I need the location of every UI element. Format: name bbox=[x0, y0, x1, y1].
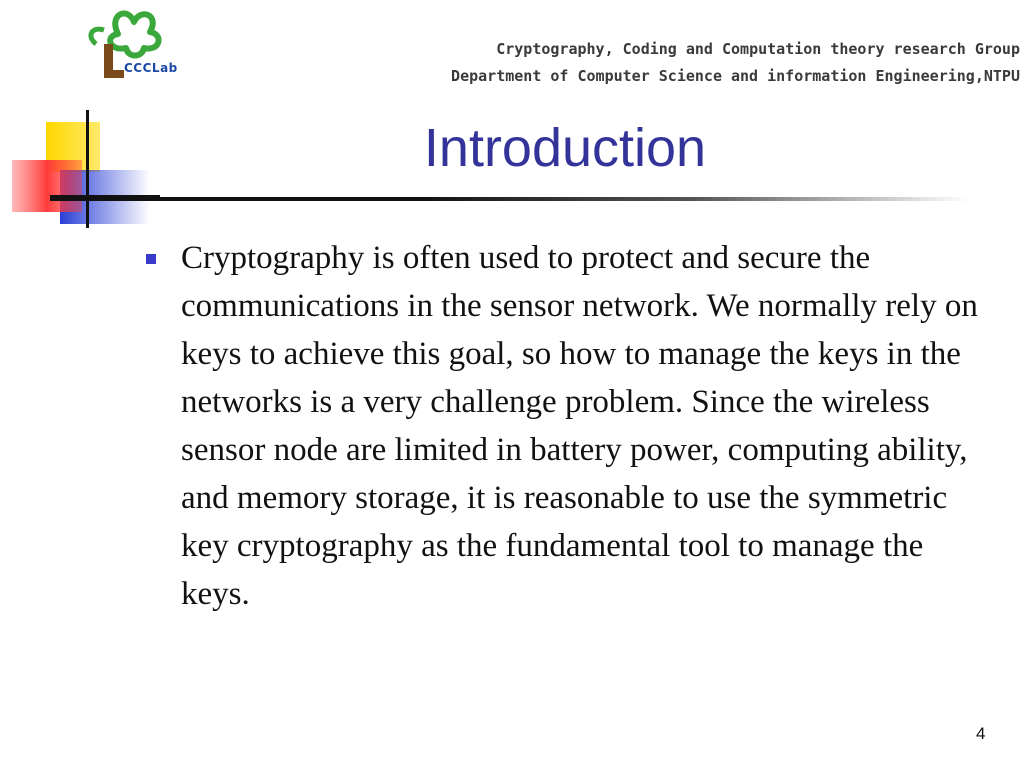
bullet-item bbox=[146, 234, 996, 618]
header-department: Department of Computer Science and information Engineering,NTPU bbox=[451, 67, 1020, 85]
logo-text: CCCLab bbox=[124, 61, 178, 75]
page-number: 4 bbox=[976, 724, 986, 743]
square-bullet bbox=[146, 254, 156, 264]
title-underline bbox=[50, 197, 970, 201]
bullet-list bbox=[146, 234, 996, 618]
bullet-text: Cryptography is often used to protect and secure the communications in the sensor network. We normally rely on keys to achieve this goal, so how to manage the keys in the networks is a very challenge problem. Since the wireless sensor node are limited in battery power, computing ability, and memory storage, it is reasonable to use the symmetric key cryptography as the fundamental tool to manage the keys. bbox=[181, 240, 978, 612]
lab-logo bbox=[78, 4, 208, 82]
header-group-name: Cryptography, Coding and Computation theory research Group bbox=[496, 40, 1020, 58]
header bbox=[451, 36, 1020, 90]
slide-title: Introduction bbox=[423, 118, 707, 178]
